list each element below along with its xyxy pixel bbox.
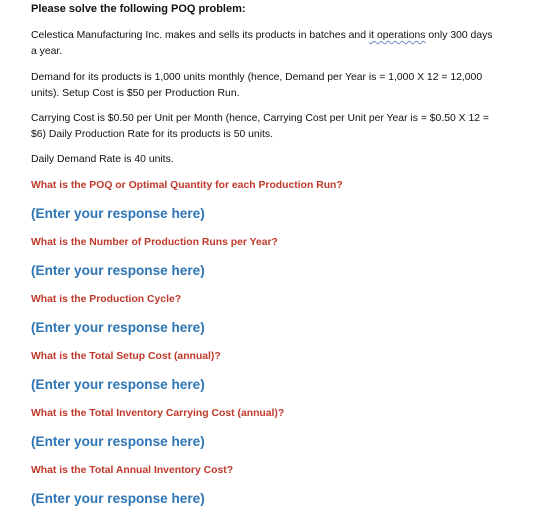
problem-heading: Please solve the following POQ problem: — [31, 3, 246, 15]
question-production-cycle: What is the Production Cycle? — [31, 294, 182, 305]
paragraph-intro-end: only 300 days a year. — [31, 30, 493, 57]
paragraph-intro — [31, 28, 501, 60]
response-field-poq[interactable]: (Enter your response here) — [31, 206, 205, 221]
response-field-production-cycle[interactable]: (Enter your response here) — [31, 320, 205, 335]
paragraph-daily-demand: Daily Demand Rate is 40 units. — [31, 154, 174, 165]
response-field-carrying-cost[interactable]: (Enter your response here) — [31, 434, 205, 449]
paragraph-intro-start: Celestica Manufacturing Inc. makes and sells its products in batches and — [31, 30, 369, 41]
question-carrying-cost: What is the Total Inventory Carrying Cost (annual)? — [31, 408, 285, 419]
paragraph-demand: Demand for its products is 1,000 units monthly (hence, Demand per Year is = 1,000 X 12 = 12,000 units). Setup Cost is $50 per Production Run. — [31, 72, 483, 99]
response-field-total-inventory-cost[interactable]: (Enter your response here) — [31, 491, 205, 506]
response-field-production-runs[interactable]: (Enter your response here) — [31, 263, 205, 278]
question-production-runs: What is the Number of Production Runs per Year? — [31, 237, 278, 248]
question-setup-cost: What is the Total Setup Cost (annual)? — [31, 351, 221, 362]
question-total-inventory-cost: What is the Total Annual Inventory Cost? — [31, 465, 234, 476]
spellcheck-flagged-text[interactable]: it operations — [368, 30, 426, 41]
response-field-setup-cost[interactable]: (Enter your response here) — [31, 377, 205, 392]
question-poq: What is the POQ or Optimal Quantity for each Production Run? — [31, 180, 343, 191]
paragraph-carrying-cost: Carrying Cost is $0.50 per Unit per Month (hence, Carrying Cost per Unit per Year is = $0.50 X 12 = $6) Daily Production Rate for its products is 50 units. — [31, 113, 489, 140]
